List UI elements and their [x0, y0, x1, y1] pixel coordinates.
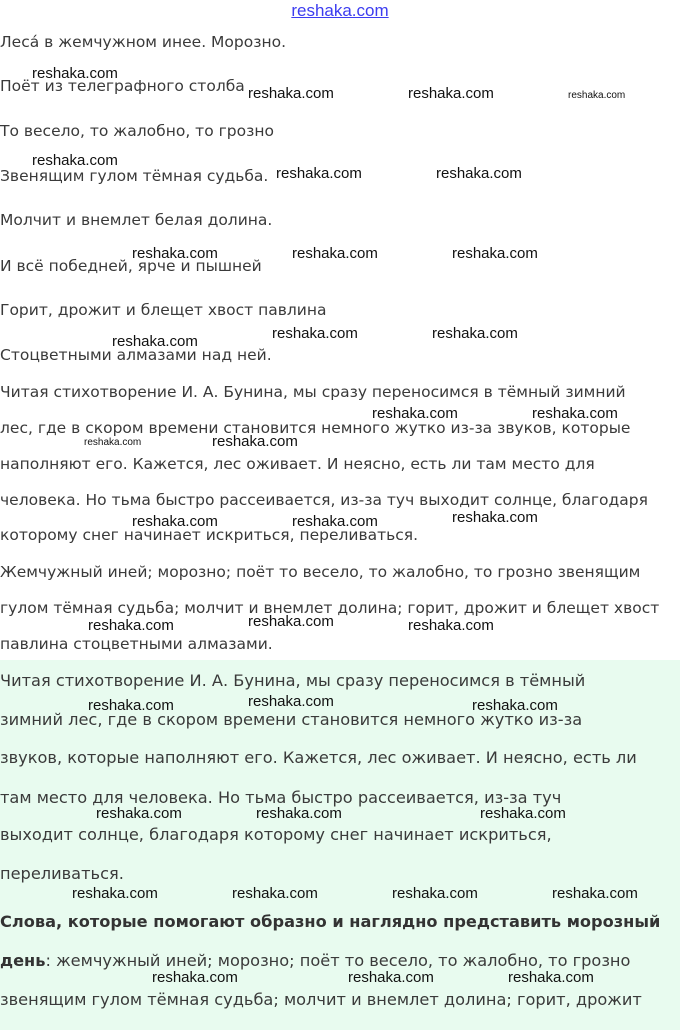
- words-heading: Слова, которые помогают образно и наглядно представить морозный: [0, 912, 661, 931]
- analysis-line: павлина стоцветными алмазами.: [0, 635, 273, 653]
- watermark: reshaka.com: [348, 969, 434, 986]
- answer-line: зимний лес, где в скором времени становится немного жутко из-за: [0, 710, 583, 729]
- watermark: reshaka.com: [88, 617, 174, 634]
- watermark: reshaka.com: [88, 697, 174, 714]
- poem-line: Молчит и внемлет белая долина.: [0, 211, 273, 229]
- answer-line: Читая стихотворение И. А. Бунина, мы сразу переносимся в тёмный: [0, 671, 586, 690]
- watermark: reshaka.com: [392, 885, 478, 902]
- poem-line: И всё победней, ярче и пышней: [0, 257, 262, 275]
- poem-line: Звенящим гулом тёмная судьба.: [0, 167, 269, 185]
- words-line: звенящим гулом тёмная судьба; молчит и внемлет долина; горит, дрожит: [0, 990, 642, 1009]
- watermark: reshaka.com: [32, 65, 118, 82]
- watermark: reshaka.com: [568, 90, 626, 101]
- answer-line: звуков, которые наполняют его. Кажется, лес оживает. И неясно, есть ли: [0, 748, 637, 767]
- watermark: reshaka.com: [408, 85, 494, 102]
- answer-line: выходит солнце, благодаря которому снег начинает искриться,: [0, 825, 552, 844]
- poem-line: Горит, дрожит и блещет хвост павлина: [0, 301, 327, 319]
- watermark: reshaka.com: [552, 885, 638, 902]
- analysis-line: гулом тёмная судьба; молчит и внемлет долина; горит, дрожит и блещет хвост: [0, 599, 660, 617]
- watermark: reshaka.com: [480, 805, 566, 822]
- watermark: reshaka.com: [276, 165, 362, 182]
- watermark: reshaka.com: [248, 693, 334, 710]
- watermark: reshaka.com: [256, 805, 342, 822]
- analysis-line: которому снег начинает искриться, переливаться.: [0, 526, 419, 544]
- words-heading-end: день: [0, 951, 46, 970]
- analysis-line: Жемчужный иней; морозно; поёт то весело, то жалобно, то грозно звенящим: [0, 563, 641, 581]
- watermark: reshaka.com: [372, 405, 458, 422]
- watermark: reshaka.com: [452, 509, 538, 526]
- watermark: reshaka.com: [112, 333, 198, 350]
- analysis-line: Читая стихотворение И. А. Бунина, мы сразу переносимся в тёмный зимний: [0, 383, 626, 401]
- watermark: reshaka.com: [292, 513, 378, 530]
- watermark: reshaka.com: [96, 805, 182, 822]
- analysis-line: лес, где в скором времени становится немного жутко из-за звуков, которые: [0, 419, 631, 437]
- poem-line: Поёт из телеграфного столба: [0, 77, 245, 95]
- poem-line: Леса́ в жемчужном инее. Морозно.: [0, 33, 287, 51]
- watermark: reshaka.com: [532, 405, 618, 422]
- words-list-start: : жемчужный иней; морозно; поёт то весело, то жалобно, то грозно: [45, 951, 631, 970]
- watermark: reshaka.com: [452, 245, 538, 262]
- watermark: reshaka.com: [432, 325, 518, 342]
- analysis-line: наполняют его. Кажется, лес оживает. И неясно, есть ли там место для: [0, 455, 595, 473]
- poem-line: Стоцветными алмазами над ней.: [0, 346, 272, 364]
- watermark: reshaka.com: [272, 325, 358, 342]
- watermark: reshaka.com: [292, 245, 378, 262]
- watermark: reshaka.com: [84, 437, 142, 448]
- watermark: reshaka.com: [508, 969, 594, 986]
- answer-line: там место для человека. Но тьма быстро рассеивается, из-за туч: [0, 788, 562, 807]
- watermark: reshaka.com: [472, 697, 558, 714]
- analysis-line: человека. Но тьма быстро рассеивается, из-за туч выходит солнце, благодаря: [0, 491, 648, 509]
- watermark: reshaka.com: [248, 85, 334, 102]
- watermark: reshaka.com: [72, 885, 158, 902]
- watermark: reshaka.com: [132, 245, 218, 262]
- watermark: reshaka.com: [408, 617, 494, 634]
- watermark: reshaka.com: [32, 152, 118, 169]
- watermark: reshaka.com: [232, 885, 318, 902]
- watermark: reshaka.com: [132, 513, 218, 530]
- watermark: reshaka.com: [436, 165, 522, 182]
- words-line: [0, 951, 630, 971]
- answer-line: переливаться.: [0, 864, 124, 883]
- watermark: reshaka.com: [152, 969, 238, 986]
- poem-line: То весело, то жалобно, то грозно: [0, 122, 274, 140]
- watermark: reshaka.com: [212, 433, 298, 450]
- site-header-link[interactable]: reshaka.com: [291, 1, 389, 20]
- watermark: reshaka.com: [248, 613, 334, 630]
